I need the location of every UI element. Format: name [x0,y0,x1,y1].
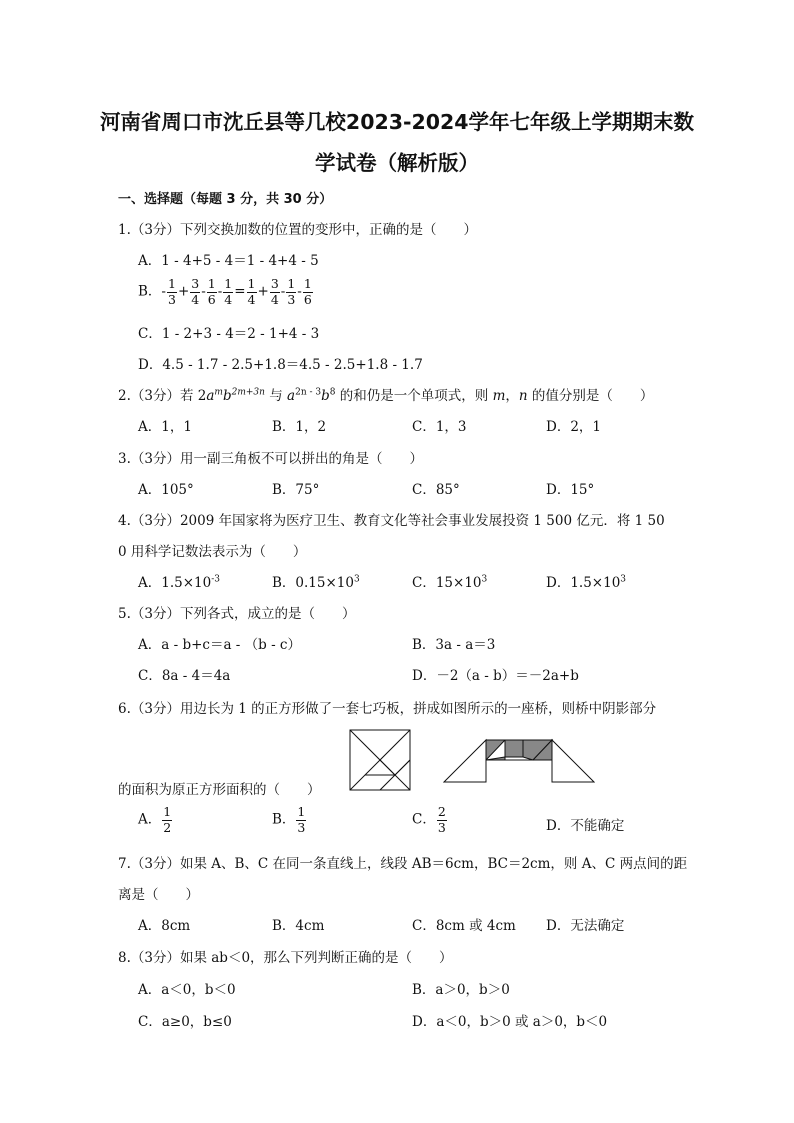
q1-option-b-fraction: $\frac{1}{6}$ [303,276,312,307]
q8-option-d: D．a＜0，b＞0 或 a＞0，b＜0 [412,1014,608,1030]
q5-option-d: D．－2（a - b）＝－2a+b [412,668,579,684]
title-line-2: 学试卷（解析版） [315,151,479,175]
q5-option-a: A．a - b+c＝a - （b - c） [138,637,301,653]
tangram-bridge-figure [443,735,595,783]
q1-option-b-fraction: $\frac{3}{4}$ [270,276,279,307]
q3-option-c: C．85° [412,482,460,498]
q1-option-b-operator: - [297,283,302,300]
q1-option-b-operator: + [177,283,190,300]
q7-option-a: A．8cm [138,918,191,934]
q6-option-c: C． $\frac{2}{3}$ [412,804,446,835]
q7-option-c: C．8cm 或 4cm [412,918,516,934]
q7-option-d: D．无法确定 [546,918,625,934]
q3-option-a: A．105° [138,482,194,498]
q2-option-b: B．1，2 [272,419,327,435]
q5-stem: 5.（3分）下列各式，成立的是（ ） [118,606,356,622]
q1-option-b-operator: - [201,283,206,300]
q1-option-c: C．1 - 2+3 - 4＝2 - 1+4 - 3 [138,326,320,342]
q7-stem-line-2: 离是（ ） [118,887,199,903]
q3-option-d: D．15° [546,482,595,498]
q4-option-c: C．$15\times 10^3$ [412,574,488,591]
q1-option-b-operator: - [217,283,223,300]
tangram-square-figure [349,729,411,791]
q6-stem-line-2: 的面积为原正方形面积的（ ） [118,782,321,798]
q3-option-b: B．75° [272,482,320,498]
q2-option-a: A．1，1 [138,419,192,435]
q8-stem: 8.（3分）如果 ab＜0，那么下列判断正确的是（ ） [118,950,453,966]
q2-option-d: D．2，1 [546,419,602,435]
q5-option-c: C．8a - 4＝4a [138,668,231,684]
q4-stem-line-2: 0 用科学记数法表示为（ ） [118,544,307,560]
q1-option-b-fraction: $\frac{1}{3}$ [287,276,296,307]
q3-stem: 3.（3分）用一副三角板不可以拼出的角是（ ） [118,451,423,467]
q5-option-b: B．3a - a＝3 [412,637,496,653]
q1-option-d: D．4.5 - 1.7 - 2.5+1.8＝4.5 - 2.5+1.8 - 1.7 [138,357,423,373]
section-heading: 一、选择题（每题 3 分，共 30 分） [118,192,333,207]
q4-stem-line-1: 4.（3分）2009 年国家将为医疗卫生、教育文化等社会事业发展投资 1 500 亿元．将 1 50 [118,513,665,529]
q1-stem: 1.（3分）下列交换加数的位置的变形中，正确的是（ ） [118,222,477,238]
q1-option-b-fraction: $\frac{1}{4}$ [247,276,256,307]
q1-option-b-fraction: $\frac{3}{4}$ [191,276,200,307]
q1-option-b-fraction: $\frac{1}{3}$ [167,276,176,307]
q7-stem-line-1: 7.（3分）如果 A、B、C 在同一条直线上，线段 AB＝6cm，BC＝2cm，则 A、C 两点间的距 [118,856,688,872]
q1-option-a: A．1 - 4+5 - 4＝1 - 4+4 - 5 [138,253,319,269]
q6-stem-line-1: 6.（3分）用边长为 1 的正方形做了一套七巧板，拼成如图所示的一座桥，则桥中阴影部分 [118,701,657,717]
q2-stem: 2.（3分）若 $2a^mb^{2m+3n}$ 与 $a^{2n - 3}b^8$ 的和仍是一个单项式，则 m，n 的值分别是（ ） [118,387,654,404]
q1-option-b-label: B．- [138,283,166,300]
q6-option-a: A． $\frac{1}{2}$ [138,804,172,835]
title-line-1: 河南省周口市沈丘县等几校2023-2024学年七年级上学期期末数 [99,110,695,134]
q4-option-b: B．$0.15\times 10^3$ [272,574,360,591]
q8-option-a: A．a＜0，b＜0 [138,982,236,998]
q1-option-b-operator: = [234,283,246,300]
q1-option-b [138,278,314,306]
q1-option-b-fraction: $\frac{1}{6}$ [207,276,216,307]
q1-option-b-operator: - [280,283,286,300]
q6-option-d: D．不能确定 [546,818,625,834]
q8-option-b: B．a＞0，b＞0 [412,982,510,998]
q4-option-d: D．$1.5\times 10^3$ [546,574,627,591]
q6-option-b: B． $\frac{1}{3}$ [272,804,306,835]
q7-option-b: B．4cm [272,918,325,934]
q2-option-c: C．1，3 [412,419,467,435]
q1-option-b-operator: + [257,283,269,300]
q8-option-c: C．a≥0，b≤0 [138,1014,232,1030]
q4-option-a: A．$1.5\times 10^{-3}$ [138,574,220,591]
q1-option-b-fraction: $\frac{1}{4}$ [224,276,233,307]
